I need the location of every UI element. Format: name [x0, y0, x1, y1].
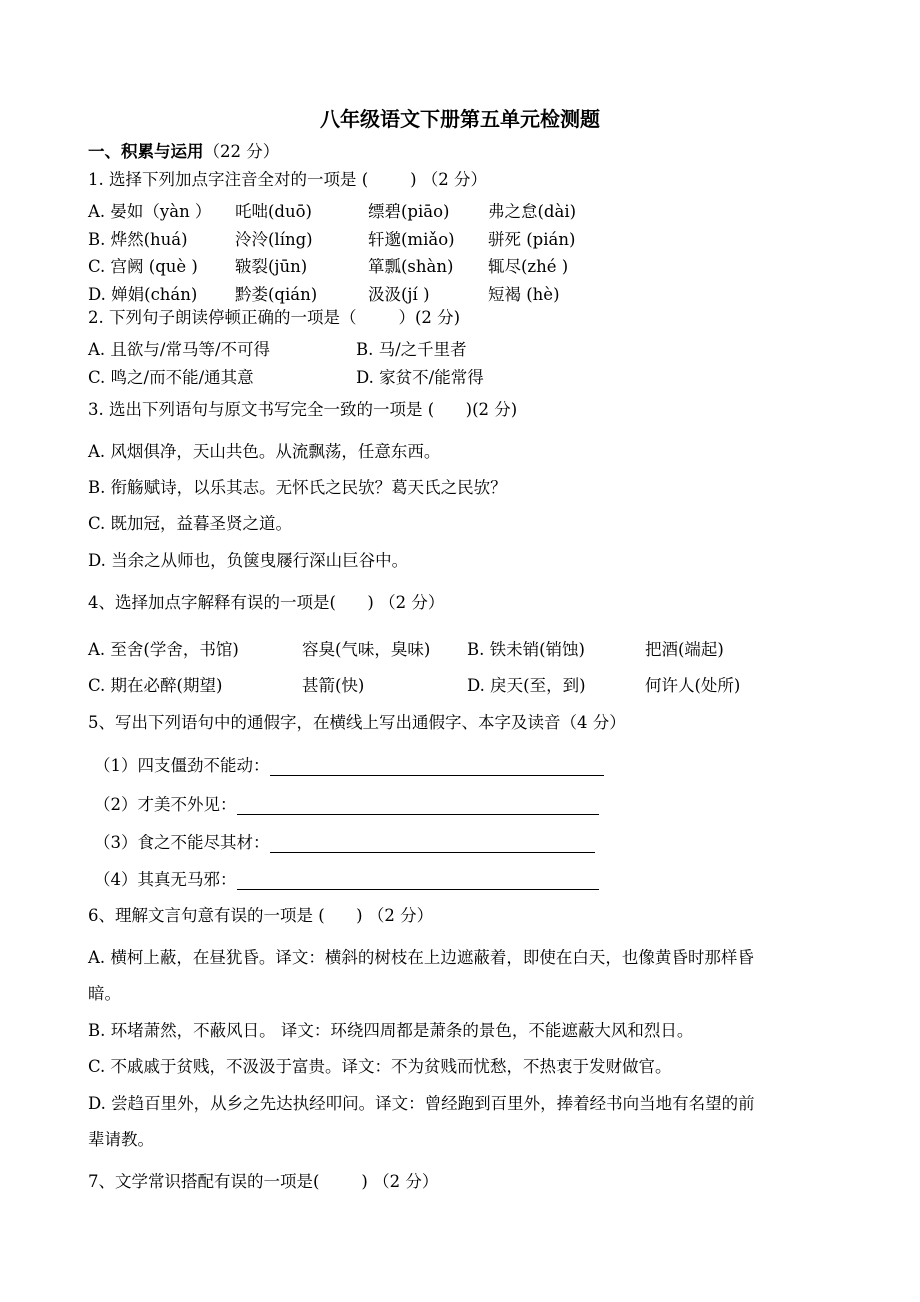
q1-option-cell: 吒咄(duō) — [235, 202, 312, 221]
q1-option-cell: 弗之怠(dài) — [488, 202, 577, 221]
q3-option-c: C. 既加冠，益暮圣贤之道。 — [88, 514, 293, 533]
question-2-stem: 2. 下列句子朗读停顿正确的一项是（ ）(2 分) — [88, 308, 461, 327]
answer-blank[interactable] — [237, 873, 599, 890]
answer-blank[interactable] — [237, 798, 599, 815]
q2-option-a: A. 且欲与/常马等/不可得 — [88, 340, 271, 359]
q1-option-cell: 轩邈(miǎo) — [368, 229, 455, 249]
q4-option-cell: 何许人(处所) — [645, 676, 741, 695]
q4-option-cell: 把酒(端起) — [645, 640, 724, 659]
q5-item-label: （4）其真无马邪： — [94, 870, 237, 889]
q5-item — [94, 829, 595, 853]
q5-item — [94, 752, 604, 776]
q5-item — [94, 866, 599, 890]
q5-item-label: （3）食之不能尽其材： — [94, 833, 270, 852]
q1-option-cell: 汲汲(jí ) — [368, 284, 430, 304]
q1-option-cell: D. 婵娟(chán) — [88, 284, 198, 304]
q1-option-cell: 泠泠(líng) — [235, 229, 313, 249]
q4-option-cell: 甚箭(快) — [302, 676, 365, 695]
q1-option-cell: A. 晏如（yàn ） — [88, 202, 212, 221]
q1-option-cell: 骈死 (pián) — [488, 229, 576, 249]
question-5-stem: 5、写出下列语句中的通假字，在横线上写出通假字、本字及读音（4 分） — [88, 713, 626, 732]
q6-line: D. 尝趋百里外，从乡之先达执经叩问。译文：曾经跑到百里外，捧着经书向当地有名望的前 — [88, 1094, 755, 1113]
q3-option-a: A. 风烟俱净，天山共色。从流飘荡，任意东西。 — [88, 442, 441, 461]
question-4-stem: 4、选择加点字解释有误的一项是( ) （2 分） — [88, 593, 445, 612]
answer-blank[interactable] — [270, 759, 604, 776]
q1-option-cell: 黔娄(qián) — [235, 284, 318, 304]
q4-option-cell: B. 铁未销(销蚀) — [467, 640, 585, 659]
q2-option-b: B. 马/之千里者 — [356, 340, 467, 359]
q4-option-cell: C. 期在必醉(期望) — [88, 676, 223, 695]
q4-option-cell: A. 至舍(学舍，书馆) — [88, 640, 239, 659]
q1-option-cell: C. 宫阙 (què ) — [88, 257, 198, 276]
question-7-stem: 7、文学常识搭配有误的一项是( ) （2 分） — [88, 1172, 439, 1191]
q5-item — [94, 791, 599, 815]
q1-option-cell: 皲裂(jūn) — [235, 257, 308, 276]
q3-option-d: D. 当余之从师也，负箧曳屦行深山巨谷中。 — [88, 551, 409, 570]
q2-option-c: C. 鸣之/而不能/通其意 — [88, 368, 254, 387]
q6-line: A. 横柯上蔽，在昼犹昏。译文：横斜的树枝在上边遮蔽着，即使在白天，也像黄昏时那样昏 — [88, 948, 754, 967]
question-6-stem: 6、理解文言句意有误的一项是 ( ) （2 分） — [88, 906, 434, 925]
q1-option-cell: 辄尽(zhé ) — [488, 257, 569, 276]
q4-option-cell: 容臭(气味，臭味) — [302, 640, 431, 659]
answer-blank[interactable] — [270, 836, 595, 853]
q2-option-d: D. 家贫不/能常得 — [356, 368, 484, 387]
section-score: （22 分） — [203, 142, 280, 161]
q6-line: C. 不戚戚于贫贱，不汲汲于富贵。译文：不为贫贱而忧愁，不热衷于发财做官。 — [88, 1057, 672, 1076]
q1-option-cell: 缥碧(piāo) — [368, 202, 450, 221]
q3-option-b: B. 衔觞赋诗，以乐其志。无怀氏之民欤？葛天氏之民欤？ — [88, 478, 507, 497]
q5-item-label: （2）才美不外见： — [94, 795, 237, 814]
q6-line: B. 环堵萧然，不蔽风日。 译文：环绕四周都是萧条的景色，不能遮蔽大风和烈日。 — [88, 1021, 694, 1040]
question-1-stem: 1. 选择下列加点字注音全对的一项是 ( ) （2 分） — [88, 170, 488, 189]
q6-line: 暗。 — [88, 984, 121, 1003]
page-title: 八年级语文下册第五单元检测题 — [320, 107, 600, 131]
q1-option-cell: 箪瓢(shàn) — [368, 257, 454, 276]
q6-line: 辈请教。 — [88, 1130, 154, 1149]
q4-option-cell: D. 戾天(至，到) — [467, 676, 586, 695]
q5-item-label: （1）四支僵劲不能动： — [94, 756, 270, 775]
q1-option-cell: 短褐 (hè) — [488, 284, 560, 304]
q1-option-cell: B. 烨然(huá) — [88, 229, 188, 249]
section-title: 一、积累与运用 — [88, 142, 204, 161]
question-3-stem: 3. 选出下列语句与原文书写完全一致的一项是 ( )(2 分) — [88, 400, 518, 419]
section-heading — [88, 142, 279, 162]
